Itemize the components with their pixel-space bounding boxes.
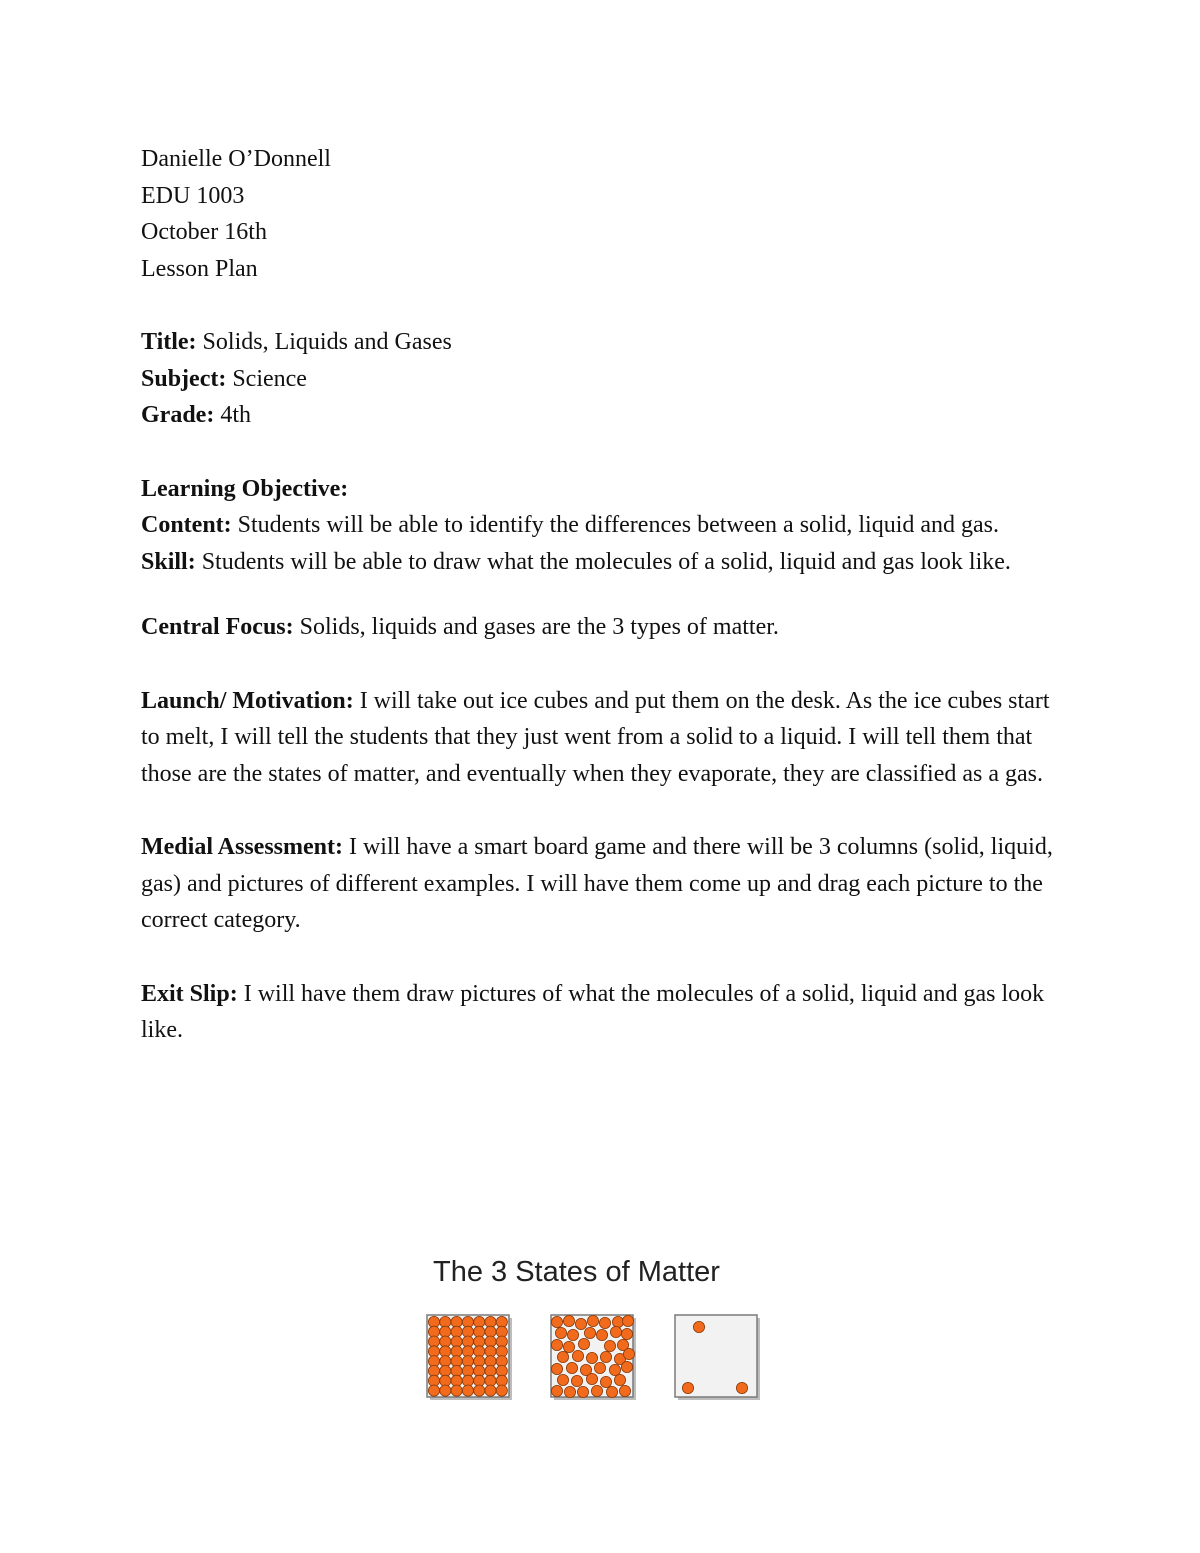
skill-label: Skill: <box>141 548 196 575</box>
liquid-box <box>551 1315 636 1400</box>
course-line: EDU 1003 <box>141 182 245 209</box>
exit-slip-paragraph <box>141 976 1071 1049</box>
liquid-particle <box>599 1317 610 1328</box>
liquid-particle <box>551 1316 562 1327</box>
solid-particle <box>440 1385 451 1396</box>
liquid-particle <box>578 1338 589 1349</box>
central-focus-text: Solids, liquids and gases are the 3 types of matter. <box>293 614 779 640</box>
author-line: Danielle O’Donnell <box>141 146 331 172</box>
liquid-particle <box>571 1375 582 1386</box>
liquid-particle <box>600 1376 611 1387</box>
gas-box <box>675 1315 760 1400</box>
solid-particle <box>451 1385 462 1396</box>
liquid-particle <box>551 1339 562 1350</box>
medial-text: I will have a smart board game and there will be 3 columns (solid, liquid, gas) and pictures of different examples. I will have them come up and drag each picture to the correct category. <box>141 834 1053 933</box>
liquid-particle <box>622 1315 633 1326</box>
grade-value: 4th <box>214 402 251 428</box>
figure-title: The 3 States of Matter <box>433 1256 720 1288</box>
liquid-particle <box>572 1350 583 1361</box>
liquid-particle <box>610 1326 621 1337</box>
objective-heading-text: Learning Objective: <box>141 475 349 502</box>
grade-label: Grade: <box>141 402 215 428</box>
subject-label: Subject: <box>141 365 227 392</box>
grade-line <box>141 397 1071 434</box>
content-label: Content: <box>141 512 232 538</box>
liquid-particle <box>563 1341 574 1352</box>
liquid-particle <box>596 1329 607 1340</box>
liquid-particle <box>584 1327 595 1338</box>
launch-paragraph <box>141 683 1071 793</box>
liquid-particle <box>577 1386 588 1397</box>
solid-particle <box>428 1385 439 1396</box>
solid-particle <box>496 1385 507 1396</box>
skill-text: Students will be able to draw what the molecules of a solid, liquid and gas look like. <box>195 548 1011 575</box>
subject-value: Science <box>226 365 307 392</box>
title-value: Solids, Liquids and Gases <box>196 329 452 355</box>
liquid-particle <box>567 1329 578 1340</box>
liquid-particle <box>619 1385 630 1396</box>
content-text: Students will be able to identify the differences between a solid, liquid and gas. <box>231 512 1000 538</box>
solid-particle <box>462 1385 473 1396</box>
liquid-particle <box>609 1364 620 1375</box>
liquid-particle <box>557 1351 568 1362</box>
date-line: October 16th <box>141 219 267 245</box>
title-line <box>141 324 1071 361</box>
liquid-particle <box>621 1361 632 1372</box>
states-of-matter-figure <box>0 1250 1200 1410</box>
liquid-particle <box>566 1362 577 1373</box>
liquid-particle <box>600 1351 611 1362</box>
launch-text: I will take out ice cubes and put them on the desk. As the ice cubes start to melt, I will tell the students that they just went from a solid to a liquid. I will tell them that those are the states of matter, and eventually when they evaporate, they are classified as a gas. <box>141 687 1050 787</box>
liquid-particle <box>586 1352 597 1363</box>
liquid-particle <box>551 1363 562 1374</box>
states-diagram <box>420 1308 770 1408</box>
exit-slip-text: I will have them draw pictures of what the molecules of a solid, liquid and gas look like. <box>141 980 1045 1043</box>
content-paragraph <box>141 507 1071 544</box>
subject-line <box>141 361 1071 398</box>
exit-slip-label: Exit Slip: <box>141 980 238 1007</box>
central-focus-label: Central Focus: <box>141 614 294 640</box>
liquid-particle <box>564 1386 575 1397</box>
solid-box <box>427 1315 512 1400</box>
liquid-particle <box>594 1362 605 1373</box>
liquid-particle <box>587 1315 598 1326</box>
launch-label: Launch/ Motivation: <box>141 687 354 714</box>
gas-particle <box>736 1382 747 1393</box>
title-label: Title: <box>141 329 197 355</box>
liquid-particle <box>575 1318 586 1329</box>
liquid-particle <box>621 1328 632 1339</box>
liquid-particle <box>563 1315 574 1326</box>
liquid-particle <box>606 1386 617 1397</box>
gas-particle <box>682 1382 693 1393</box>
solid-particle <box>474 1385 485 1396</box>
liquid-particle <box>557 1374 568 1385</box>
liquid-particle <box>586 1373 597 1384</box>
medial-label: Medial Assessment: <box>141 834 343 860</box>
objective-heading <box>141 471 1071 508</box>
liquid-particle <box>591 1385 602 1396</box>
lesson-plan-text <box>141 141 1071 1049</box>
liquid-particle <box>604 1340 615 1351</box>
gas-particle <box>693 1321 704 1332</box>
liquid-particle <box>612 1316 623 1327</box>
medial-paragraph <box>141 829 1071 939</box>
liquid-particle <box>614 1374 625 1385</box>
liquid-particle <box>623 1348 634 1359</box>
liquid-particle <box>551 1385 562 1396</box>
central-focus-paragraph <box>141 609 1071 646</box>
skill-paragraph <box>141 544 1071 581</box>
solid-particle <box>485 1385 496 1396</box>
doc-type-line: Lesson Plan <box>141 255 258 282</box>
liquid-particle <box>555 1327 566 1338</box>
